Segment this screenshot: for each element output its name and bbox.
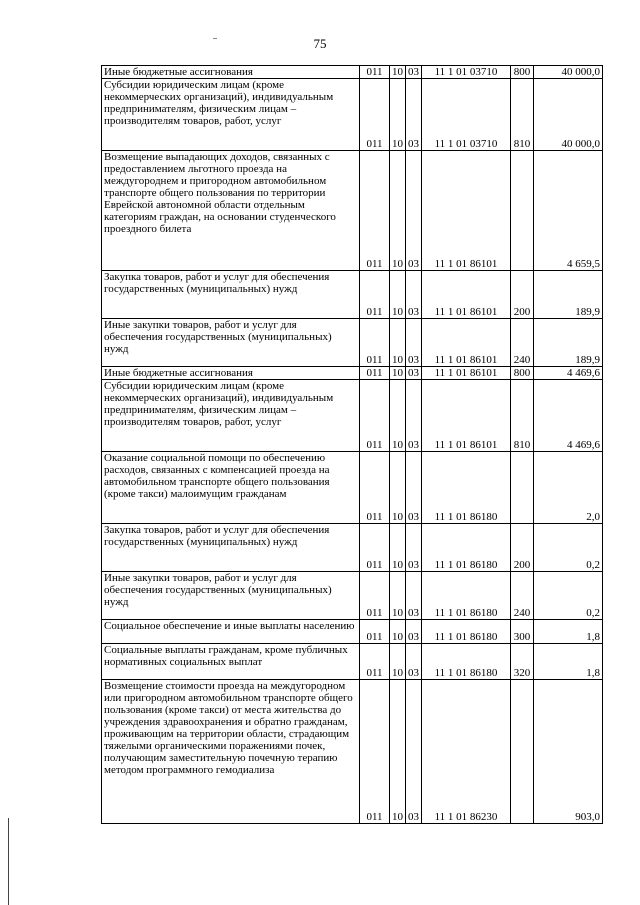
target-article-code: 11 1 01 86180 — [422, 452, 511, 524]
section-code: 10 — [390, 572, 406, 620]
subsection-code: 03 — [406, 572, 422, 620]
target-article-code: 11 1 01 86101 — [422, 380, 511, 452]
ministry-code: 011 — [360, 620, 390, 644]
expense-type-code: 200 — [511, 271, 534, 319]
subsection-code: 03 — [406, 66, 422, 79]
ministry-code: 011 — [360, 680, 390, 824]
ministry-code: 011 — [360, 524, 390, 572]
row-name: Возмещение стоимости проезда на междугородном или пригородном автомобильном транспорте общего пользования (кроме такси) от места жительства до учреждения здравоохранения и обратно гражданам, проживающим на территории области, страдающим тяжелыми органическими поражениями почек, получающим заместительную почечную терапию методом программного гемодиализа — [102, 680, 360, 824]
section-code: 10 — [390, 151, 406, 271]
table-row — [102, 367, 603, 380]
subsection-code: 03 — [406, 644, 422, 680]
ministry-code: 011 — [360, 151, 390, 271]
row-name: Оказание социальной помощи по обеспечению расходов, связанных с компенсацией проезда на автомобильном транспорте общего пользования (кроме такси) малоимущим гражданам — [102, 452, 360, 524]
target-article-code: 11 1 01 86180 — [422, 644, 511, 680]
table-row — [102, 271, 603, 319]
row-name: Субсидии юридическим лицам (кроме некоммерческих организаций), индивидуальным предпринимателям, физическим лицам – производителям товаров, работ, услуг — [102, 79, 360, 151]
subsection-code: 03 — [406, 271, 422, 319]
amount: 189,9 — [534, 271, 603, 319]
table-row — [102, 452, 603, 524]
expense-type-code — [511, 452, 534, 524]
subsection-code: 03 — [406, 151, 422, 271]
ministry-code: 011 — [360, 79, 390, 151]
amount: 1,8 — [534, 620, 603, 644]
ministry-code: 011 — [360, 271, 390, 319]
target-article-code: 11 1 01 86180 — [422, 572, 511, 620]
expense-type-code — [511, 680, 534, 824]
section-code: 10 — [390, 644, 406, 680]
amount: 40 000,0 — [534, 79, 603, 151]
subsection-code: 03 — [406, 620, 422, 644]
table-row — [102, 151, 603, 271]
ministry-code: 011 — [360, 367, 390, 380]
row-name: Закупка товаров, работ и услуг для обеспечения государственных (муниципальных) нужд — [102, 524, 360, 572]
expense-type-code: 200 — [511, 524, 534, 572]
target-article-code: 11 1 01 03710 — [422, 66, 511, 79]
row-name: Иные бюджетные ассигнования — [102, 367, 360, 380]
row-name: Иные закупки товаров, работ и услуг для обеспечения государственных (муниципальных) нужд — [102, 572, 360, 620]
page-number: 75 — [313, 36, 327, 51]
ministry-code: 011 — [360, 644, 390, 680]
amount: 2,0 — [534, 452, 603, 524]
amount: 4 659,5 — [534, 151, 603, 271]
section-code: 10 — [390, 66, 406, 79]
target-article-code: 11 1 01 86101 — [422, 151, 511, 271]
expense-type-code: 800 — [511, 367, 534, 380]
amount: 189,9 — [534, 319, 603, 367]
ministry-code: 011 — [360, 319, 390, 367]
amount: 4 469,6 — [534, 380, 603, 452]
section-code: 10 — [390, 620, 406, 644]
table-row — [102, 79, 603, 151]
section-code: 10 — [390, 271, 406, 319]
row-name: Субсидии юридическим лицам (кроме некоммерческих организаций), индивидуальным предпринимателям, физическим лицам – производителям товаров, работ, услуг — [102, 380, 360, 452]
amount: 903,0 — [534, 680, 603, 824]
ministry-code: 011 — [360, 452, 390, 524]
ministry-code: 011 — [360, 66, 390, 79]
expense-type-code: 320 — [511, 644, 534, 680]
table-row — [102, 380, 603, 452]
amount: 1,8 — [534, 644, 603, 680]
expense-type-code: 810 — [511, 79, 534, 151]
subsection-code: 03 — [406, 79, 422, 151]
subsection-code: 03 — [406, 680, 422, 824]
row-name: Возмещение выпадающих доходов, связанных с предоставлением льготного проезда на междугороднем и пригородном автомобильном транспорте общего пользования по территории Еврейской автономной области отдельным категориям граждан, на основании студенческого проездного билета — [102, 151, 360, 271]
target-article-code: 11 1 01 86180 — [422, 620, 511, 644]
target-article-code: 11 1 01 86101 — [422, 319, 511, 367]
table-row — [102, 680, 603, 824]
subsection-code: 03 — [406, 380, 422, 452]
row-name: Закупка товаров, работ и услуг для обеспечения государственных (муниципальных) нужд — [102, 271, 360, 319]
margin-line — [8, 818, 9, 905]
target-article-code: 11 1 01 03710 — [422, 79, 511, 151]
table-row — [102, 572, 603, 620]
table-row — [102, 319, 603, 367]
target-article-code: 11 1 01 86101 — [422, 271, 511, 319]
amount: 0,2 — [534, 572, 603, 620]
row-name: Социальное обеспечение и иные выплаты населению — [102, 620, 360, 644]
section-code: 10 — [390, 319, 406, 367]
row-name: Социальные выплаты гражданам, кроме публичных нормативных социальных выплат — [102, 644, 360, 680]
ministry-code: 011 — [360, 380, 390, 452]
subsection-code: 03 — [406, 524, 422, 572]
section-code: 10 — [390, 79, 406, 151]
row-name: Иные закупки товаров, работ и услуг для обеспечения государственных (муниципальных) нужд — [102, 319, 360, 367]
section-code: 10 — [390, 367, 406, 380]
expense-type-code: 300 — [511, 620, 534, 644]
section-code: 10 — [390, 380, 406, 452]
target-article-code: 11 1 01 86230 — [422, 680, 511, 824]
row-name: Иные бюджетные ассигнования — [102, 66, 360, 79]
expense-type-code: 240 — [511, 319, 534, 367]
table-row — [102, 620, 603, 644]
section-code: 10 — [390, 524, 406, 572]
table-row — [102, 66, 603, 79]
amount: 4 469,6 — [534, 367, 603, 380]
ministry-code: 011 — [360, 572, 390, 620]
budget-table — [101, 65, 603, 824]
target-article-code: 11 1 01 86101 — [422, 367, 511, 380]
table-row — [102, 644, 603, 680]
section-code: 10 — [390, 680, 406, 824]
subsection-code: 03 — [406, 319, 422, 367]
expense-type-code: 240 — [511, 572, 534, 620]
subsection-code: 03 — [406, 367, 422, 380]
expense-type-code: 810 — [511, 380, 534, 452]
subsection-code: 03 — [406, 452, 422, 524]
table-row — [102, 524, 603, 572]
target-article-code: 11 1 01 86180 — [422, 524, 511, 572]
section-code: 10 — [390, 452, 406, 524]
amount: 40 000,0 — [534, 66, 603, 79]
expense-type-code: 800 — [511, 66, 534, 79]
scan-mark — [213, 38, 217, 39]
expense-type-code — [511, 151, 534, 271]
amount: 0,2 — [534, 524, 603, 572]
